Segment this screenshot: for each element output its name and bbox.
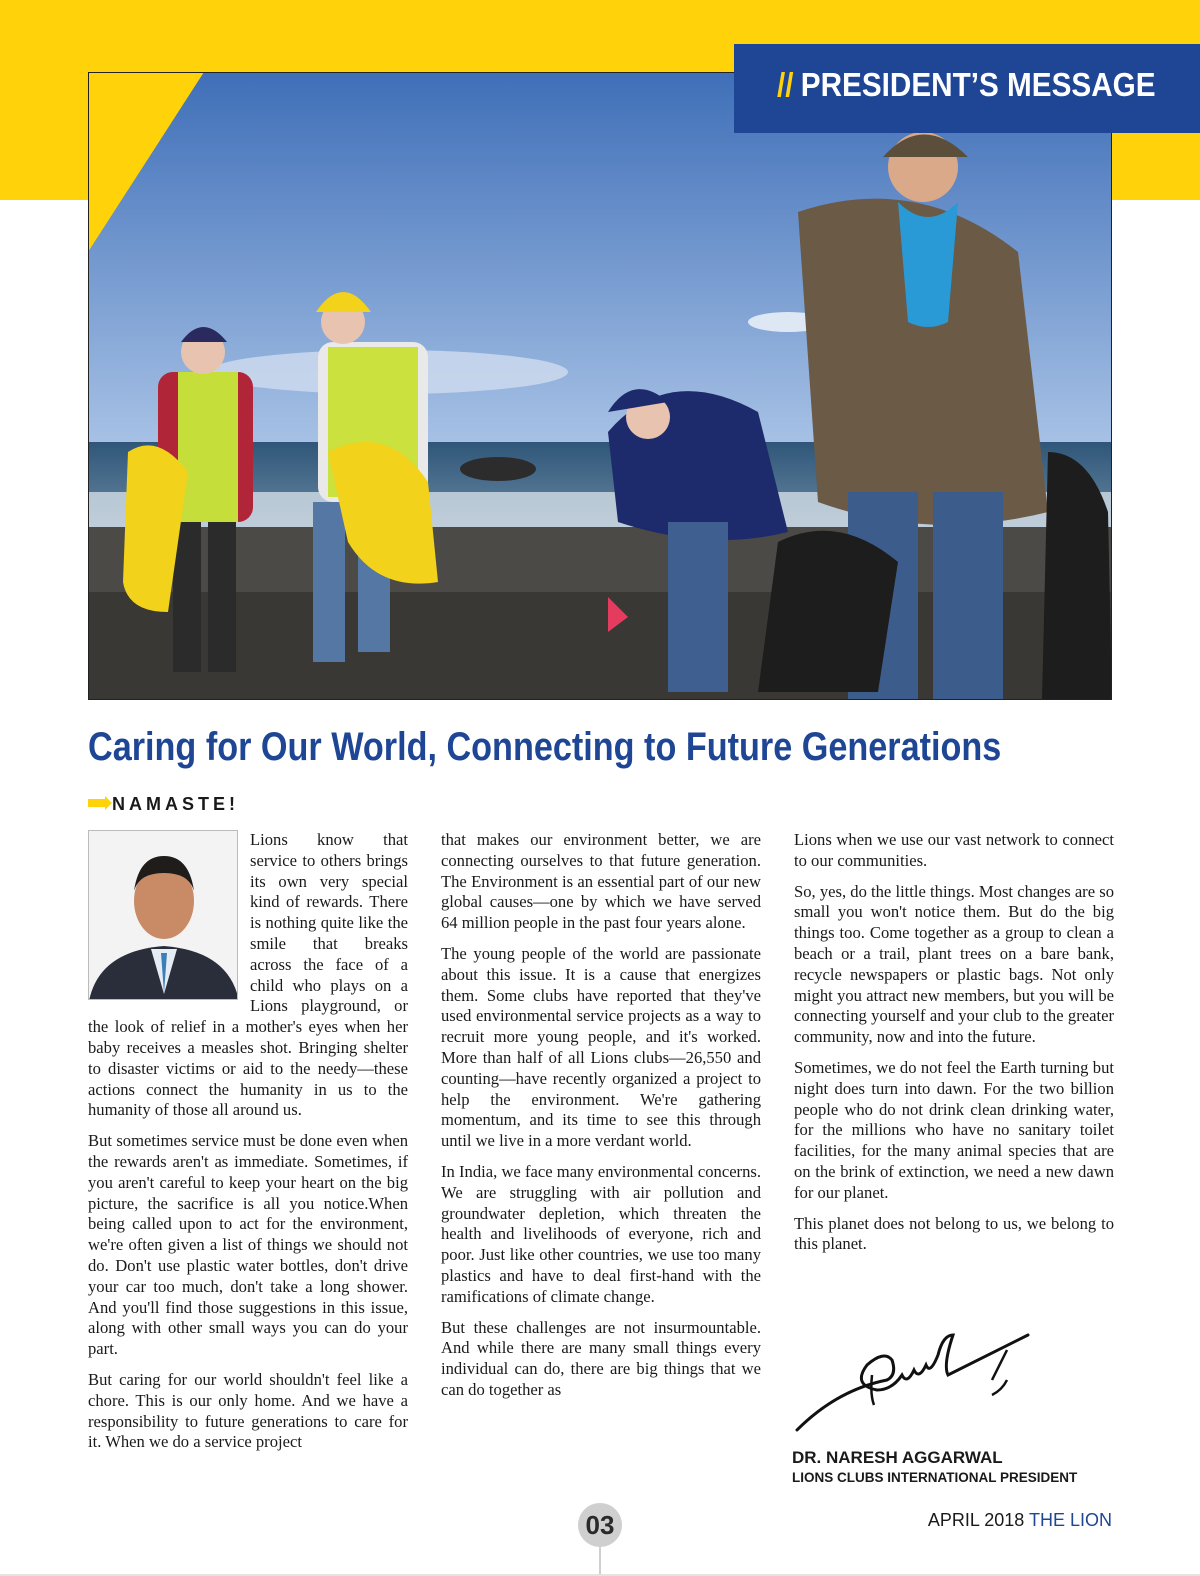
issue-date: APRIL 2018 xyxy=(927,1510,1025,1530)
col1-paragraph-3: But caring for our world shouldn't feel like a chore. This is our only home. And we have a responsibility to future generations to care for it. When we do a service project xyxy=(88,1369,408,1452)
photo-corner-cut xyxy=(88,72,204,252)
beach-cleanup-photo xyxy=(88,72,1112,700)
greeting xyxy=(88,794,239,815)
section-header-box xyxy=(734,44,1200,133)
col3-paragraph-3: Sometimes, we do not feel the Earth turning but night does turn into dawn. For the two billion people who do not drink clean drinking water, for the millions who have no sanitary toilet facilities, for the many animal species that are on the brink of extinction, we need a new dawn for our planet. xyxy=(794,1057,1114,1202)
article-column-1 xyxy=(88,830,408,1463)
col2-paragraph-2: The young people of the world are passionate about this issue. It is a cause that energizes them. Some clubs have reported that they've used environmental service projects as a way to recruit more young people, and it's worked. More than half of all Lions clubs—26,550 and counting—have recently organized a project to help the environment. We're gathering momentum, and its time to see this through until we live in a more verdant world. xyxy=(441,943,761,1151)
magazine-name: THE LION xyxy=(1028,1510,1112,1530)
col3-paragraph-4: This planet does not belong to us, we belong to this planet. xyxy=(794,1213,1114,1254)
page-number-stem xyxy=(599,1547,601,1576)
col1-paragraph-1: Lions know that service to others brings its own very special kind of rewards. There is nothing quite like the smile that breaks across the face of a child who plays on a Lions playground, or the look of relief in a mother's eyes when her baby receives a measles shot. Bringing shelter to disaster victims or aid to the needy—these actions connect the humanity in us to the humanity of those all around us. xyxy=(88,830,408,1120)
signatory-name: DR. NARESH AGGARWAL xyxy=(792,1448,1003,1467)
article-column-3 xyxy=(794,830,1114,1265)
arrow-right-icon xyxy=(88,799,106,807)
col1-paragraph-2: But sometimes service must be done even when the rewards aren't as immediate. Sometimes, if you aren't careful to keep your heart on the big picture, the sacrifice is all you notice.When being called upon to act for the environment, we're often given a list of things we should not do. Don't use plastic water bottles, don't drive your car too much, don't take a long shower. And you'll find those suggestions in this issue, along with other small ways you can do your part. xyxy=(88,1131,408,1359)
col2-paragraph-4: But these challenges are not insurmountable. And while there are many small things every individual can do, there are big things that we can do together as xyxy=(441,1317,761,1399)
page-number: 03 xyxy=(578,1503,622,1547)
col2-paragraph-1: that makes our environment better, we are connecting ourselves to that future generation. The Environment is an essential part of our new global causes—one by which we have served 64 million people in the past four years alone. xyxy=(441,830,761,933)
col3-paragraph-1: Lions when we use our vast network to connect to our communities. xyxy=(794,830,1114,870)
handwritten-signature xyxy=(792,1330,1042,1442)
footer-issue xyxy=(928,1510,1112,1531)
header-slashes: // xyxy=(777,66,794,103)
president-portrait xyxy=(88,830,238,1000)
section-label-text: PRESIDENT’S MESSAGE xyxy=(801,66,1156,103)
col2-paragraph-3: In India, we face many environmental concerns. We are struggling with air pollution and groundwater depletion, which threaten the health and livelihoods of everyone, rich and poor. Just like other countries, we use too many plastics and have to deal first-hand with the ramifications of climate change. xyxy=(441,1161,761,1306)
photo-illustration xyxy=(88,72,1112,700)
greeting-text: NAMASTE! xyxy=(112,794,239,814)
signatory-title: LIONS CLUBS INTERNATIONAL PRESIDENT xyxy=(792,1470,1078,1485)
portrait-illustration xyxy=(89,831,238,1000)
article-title: Caring for Our World, Connecting to Future Generations xyxy=(88,725,1002,769)
col3-paragraph-2: So, yes, do the little things. Most changes are so small you won't notice them. But do the big things too. Come together as a group to clean a beach or a trail, plant trees on a bare bank, recycle newspapers or plastic bags. Not only might you attract new members, but you will be connecting yourself and your club to the greater community, now and into the future. xyxy=(794,881,1114,1047)
section-header-label xyxy=(777,66,1156,104)
article-column-2 xyxy=(441,830,761,1411)
